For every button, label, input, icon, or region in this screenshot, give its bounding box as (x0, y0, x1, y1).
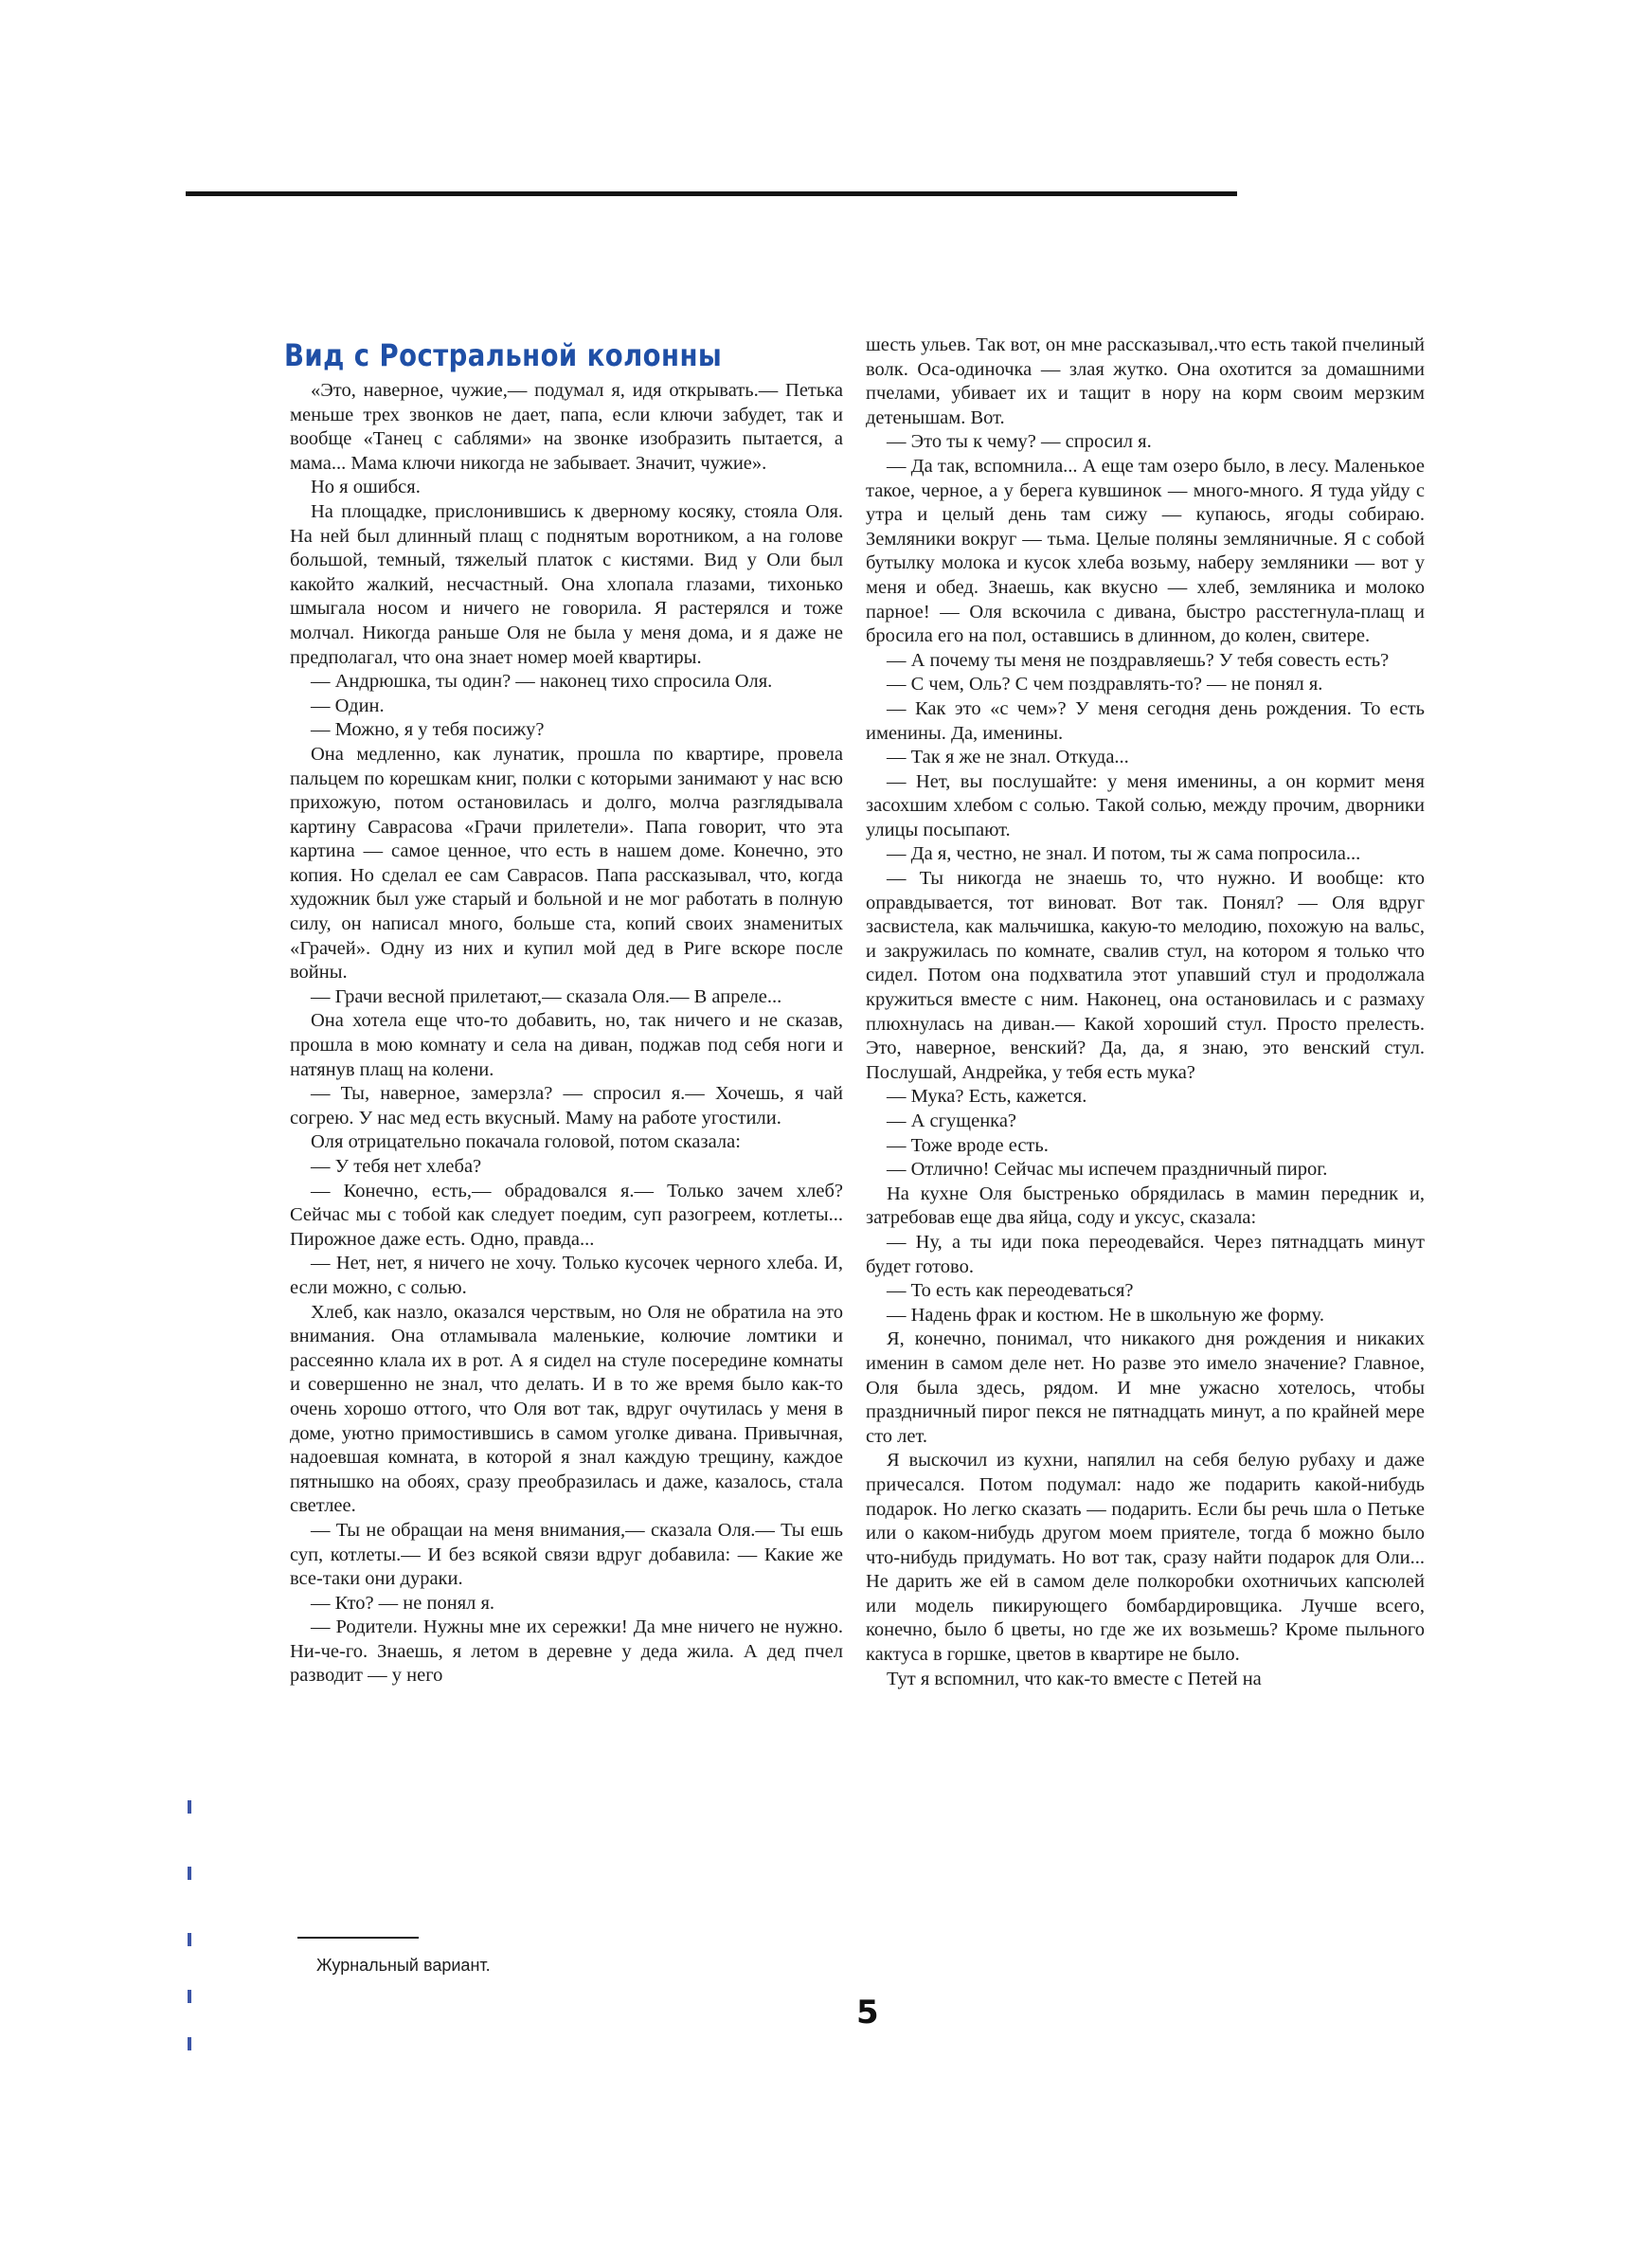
paragraph: На кухне Оля быстренько обрядилась в мамин передник и, затребовав еще два яйца, соду и уксус, сказала: (866, 1183, 1425, 1229)
paragraph: — Андрюшка, ты один? — наконец тихо спросила Оля. (311, 671, 773, 693)
paragraph: шесть ульев. Так вот, он мне рассказывал,.что есть такой пчелиный волк. Оса-одиночка — злая жутко. Она охотится за домашними пчелами, убивает их и тащит в нору на корм своим мерзким детенышам. Вот. (866, 334, 1425, 428)
paragraph: Я, конечно, понимал, что никакого дня рождения и никаких именин в самом деле нет. Но разве это имело значение? Главное, Оля была здесь, рядом. И мне ужасно хотелось, чтобы праздничный пирог пекся не пятнадцать минут, а по крайней мере сто лет. (866, 1328, 1425, 1447)
top-rule (186, 191, 1237, 196)
paragraph: — А почему ты меня не поздравляешь? У тебя совесть есть? (887, 649, 1390, 671)
paragraph: — Мука? Есть, кажется. (887, 1086, 1087, 1108)
footnote-rule (297, 1937, 419, 1939)
paragraph: — То есть как переодеваться? (887, 1280, 1134, 1302)
paragraph: Она хотела еще что-то добавить, но, так ничего и не сказав, прошла в мою комнату и села на диван, поджав под себя ноги и натянув плащ на колени. (290, 1010, 843, 1080)
article-title: Вид с Ростральной колонны (284, 337, 723, 373)
paragraph: — Надень фрак и костюм. Не в школьную же форму. (887, 1304, 1324, 1326)
paragraph: — Кто? — не понял я. (311, 1592, 495, 1614)
paragraph: Тут я вспомнил, что как-то вместе с Петей на (887, 1668, 1262, 1689)
paragraph: — Нет, вы послушайте: у меня именины, а он кормит меня засохшим хлебом с солью. Такой солью, между прочим, дворники улицы посыпают. (866, 770, 1425, 840)
paragraph: Оля отрицательно покачала головой, потом сказала: (311, 1131, 741, 1153)
paragraph: — Это ты к чему? — спросил я. (887, 431, 1152, 453)
paragraph: Она медленно, как лунатик, прошла по квартире, провела пальцем по корешкам книг, полки с которыми занимают у нас всю прихожую, потом остановилась и долго, молча разглядывала картину Саврасова «Грачи прилетели». Папа говорит, что эта картина — самое ценное, что есть в нашем доме. Конечно, это копия. Но сделал ее сам Саврасов. Папа рассказывал, что, когда художник был уже старый и больной и не мог работать в полную силу, он написал много, больше ста, копий своих знаменитых «Грачей». Одну из них и купил мой дед в Риге вскоре после войны. (290, 743, 843, 984)
paragraph: — Ты не обращаи на меня внимания,— сказала Оля.— Ты ешь суп, котлеты.— И без всякой связи вдруг добавила: — Какие же все-таки они дураки. (290, 1519, 843, 1590)
paragraph: — Можно, я у тебя посижу? (311, 719, 545, 741)
page-number: 5 (856, 1994, 879, 2031)
paragraph: — Ну, а ты иди пока переодевайся. Через пятнадцать минут будет готово. (866, 1231, 1425, 1277)
paragraph: — Отлично! Сейчас мы испечем праздничный пирог. (887, 1159, 1328, 1181)
paragraph: Я выскочил из кухни, напялил на себя белую рубаху и даже причесался. Потом подумал: надо же подарить какой-нибудь подарок. Но легко сказать — подарить. Если бы речь шла о Петьке или о каком-нибудь другом моем приятеле, тогда б можно было что-нибудь придумать. Но вот так, сразу найти подарок для Оли... Не дарить же ей в самом деле полкоробки охотничьих капсюлей или модель пикирующего бомбардировщика. Лучше всего, конечно, было б цветы, но где же их возьмешь? Кроме пыльного кактуса в горшке, цветов в квартире не было. (866, 1450, 1425, 1666)
footnote: Журнальный вариант. (316, 1956, 491, 1975)
paragraph: — Тоже вроде есть. (887, 1134, 1049, 1156)
edge-marks (188, 1800, 193, 2085)
paragraph: «Это, наверное, чужие,— подумал я, идя открывать.— Петька меньше трех звонков не дает, папа, если ключи забудет, так и вообще «Танец с саблями» на звонке изобразить пытается, а мама... Мама ключи никогда не забывает. Значит, чужие». (290, 380, 843, 474)
right-column (866, 334, 1425, 1691)
paragraph: — С чем, Оль? С чем поздравлять-то? — не понял я. (887, 674, 1323, 695)
paragraph: — А сгущенка? (887, 1110, 1017, 1131)
paragraph: — Так я же не знал. Откуда... (887, 747, 1129, 768)
paragraph: — У тебя нет хлеба? (311, 1156, 482, 1177)
paragraph: — Да я, честно, не знал. И потом, ты ж сама попросила... (887, 843, 1361, 865)
paragraph: Но я ошибся. (311, 477, 421, 498)
paragraph: — Как это «с чем»? У меня сегодня день рождения. То есть именины. Да, именины. (866, 697, 1425, 744)
paragraph: — Конечно, есть,— обрадовался я.— Только зачем хлеб? Сейчас мы с тобой как следует поедим, суп разогреем, котлеты... Пирожное даже есть. Одно, правда... (290, 1180, 843, 1250)
paragraph: Хлеб, как назло, оказался черствым, но Оля не обратила на это внимания. Она отламывала маленькие, колючие ломтики и рассеянно клала их в рот. А я сидел на стуле посередине комнаты и совершенно не знал, что делать. И в то же время было как-то очень хорошо оттого, что Оля вот так, вдруг очутилась у меня в доме, уютно примостившись в самом уголке дивана. Привычная, надоевшая комната, в которой я знал каждую трещину, каждое пятнышко на обоях, сразу преобразилась и даже, казалось, стала светлее. (290, 1301, 843, 1517)
paragraph: — Ты никогда не знаешь то, что нужно. И вообще: кто оправдывается, тот виноват. Вот так. Понял? — Оля вдруг засвистела, как мальчишка, какую-то мелодию, похожую на вальс, и закружилась по комнате, свалив стул, на котором я только что сидел. Потом она подхватила этот упавший стул и продолжала кружиться вместе с ним. Наконец, она остановилась и с размаху плюхнулась на диван.— Какой хороший стул. Просто прелесть. Это, наверное, венский? Да, да, я знаю, это венский стул. Послушай, Андрейка, у тебя есть мука? (866, 868, 1425, 1083)
paragraph: — Грачи весной прилетают,— сказала Оля.— В апреле... (311, 985, 782, 1007)
paragraph: — Один. (311, 695, 385, 716)
paragraph: — Нет, нет, я ничего не хочу. Только кусочек черного хлеба. И, если можно, с солью. (290, 1253, 843, 1298)
paragraph: На площадке, прислонившись к дверному косяку, стояла Оля. На ней был длинный плащ с поднятым воротником, а на голове большой, темный, тяжелый платок с кистями. Вид у Оли был какойто жалкий, несчастный. Она хлопала глазами, тихонько шмыгала носом и ничего не говорила. Я растерялся и тоже молчал. Никогда раньше Оля не была у меня дома, и я даже не предполагал, что она знает номер моей квартиры. (290, 500, 843, 668)
paragraph: — Ты, наверное, замерзла? — спросил я.— Хочешь, я чай согрею. У нас мед есть вкусный. Маму на работе угостили. (290, 1083, 843, 1128)
left-column (290, 379, 843, 1688)
paragraph: — Да так, вспомнила... А еще там озеро было, в лесу. Маленькое такое, черное, а у берега кувшинок — много-много. Я туда уйду с утра и целый день там сижу — купаюсь, ягоды собираю. Земляники вокруг — тьма. Целые поляны земляничные. Я с собой бутылку молока и кусок хлеба возьму, наберу земляники — вот у меня и обед. Знаешь, как вкусно — хлеб, земляника и молоко парное! — Оля вскочила с дивана, быстро расстегнула-плащ и бросила его на пол, оставшись в длинном, до колен, свитере. (866, 455, 1425, 647)
paragraph: — Родители. Нужны мне их сережки! Да мне ничего не нужно. Ни-че-го. Знаешь, я летом в деревне у деда жила. А дед пчел разводит — у него (290, 1616, 843, 1687)
